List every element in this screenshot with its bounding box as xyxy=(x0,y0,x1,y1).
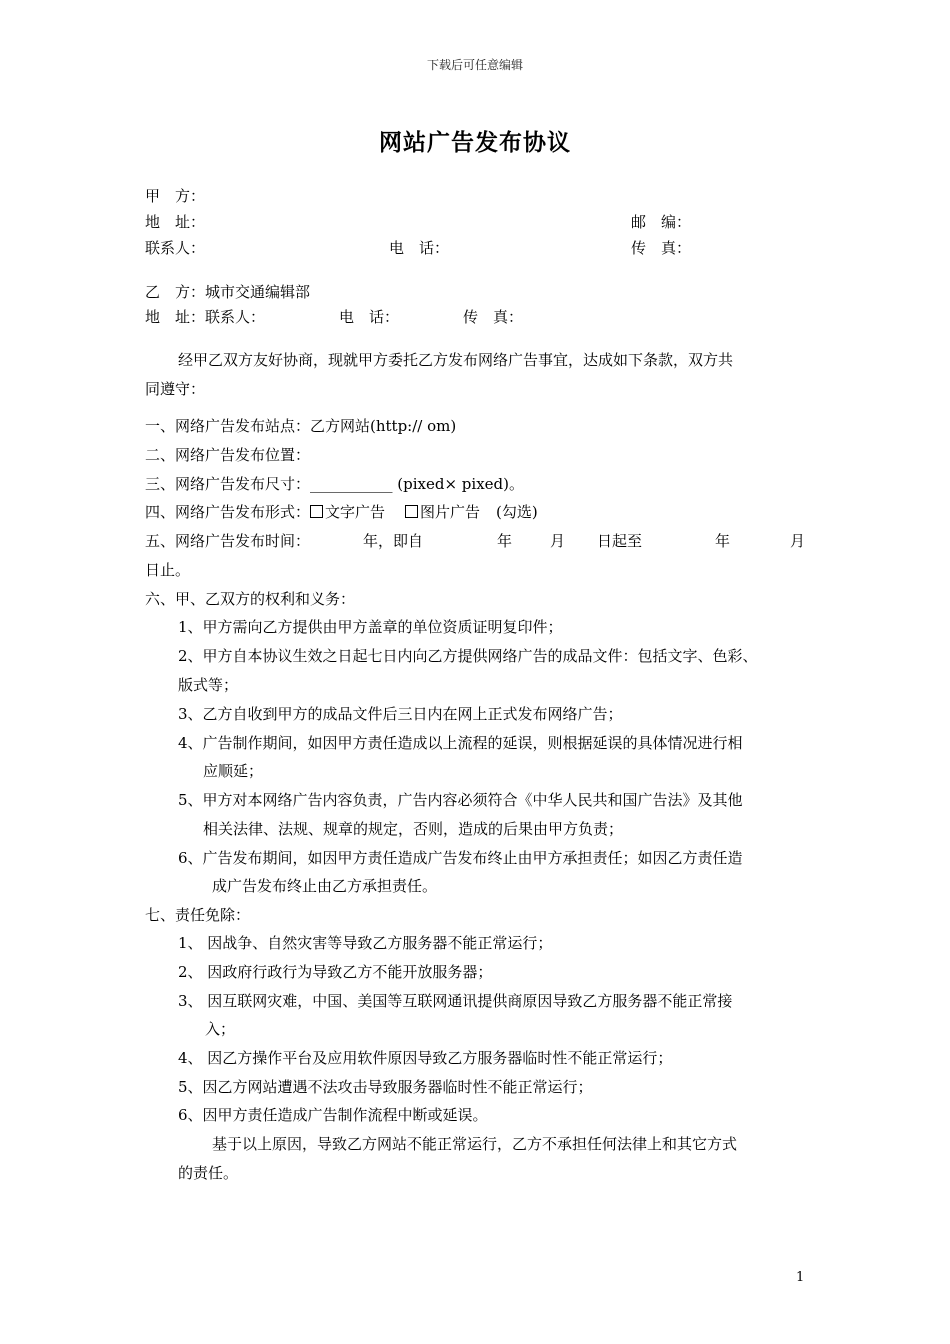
clause-5-label: 五、网络广告发布时间： xyxy=(145,532,311,550)
clause-5-year: 年，即自 xyxy=(363,532,424,550)
page-number: 1 xyxy=(796,1270,805,1285)
intro-line-1: 经甲乙双方友好协商，现就甲方委托乙方发布网络广告事宜，达成如下条款，双方共 xyxy=(178,351,734,369)
clause-4-prefix: 四、网络广告发布形式： xyxy=(145,503,311,521)
section-6-item-6-cont: 成广告发布终止由乙方承担责任。 xyxy=(212,877,438,895)
section-6-item-4-cont: 应顺延； xyxy=(203,762,264,780)
section-7-summary: 基于以上原因，导致乙方网站不能正常运行，乙方不承担任何法律上和其它方式 xyxy=(212,1135,738,1153)
section-7-item-6: 6、因甲方责任造成广告制作流程中断或延误。 xyxy=(178,1106,488,1124)
clause-3: 三、网络广告发布尺寸：___________ (pixed× pixed)。 xyxy=(145,475,524,493)
clause-5-year-2: 年 xyxy=(497,532,513,550)
section-6-item-2-cont: 版式等； xyxy=(178,676,239,694)
party-a-contact: 联系人： xyxy=(145,239,206,257)
clause-2: 二、网络广告发布位置： xyxy=(145,446,311,464)
section-6-item-1: 1、甲方需向乙方提供由甲方盖章的单位资质证明复印件； xyxy=(178,618,563,636)
clause-5-year-3: 年 xyxy=(715,532,731,550)
section-7-item-2: 2、 因政府行政行为导致乙方不能开放服务器； xyxy=(178,963,493,981)
party-b-label: 乙 方：城市交通编辑部 xyxy=(145,283,311,301)
party-a-address: 地 址： xyxy=(145,213,206,231)
clause-5-month-2: 月 xyxy=(790,532,806,550)
section-7-summary-cont: 的责任。 xyxy=(178,1164,239,1182)
clause-1: 一、网络广告发布站点：乙方网站(http:// om) xyxy=(145,417,457,435)
header-note: 下载后可任意编辑 xyxy=(426,58,523,72)
clause-5-end: 日止。 xyxy=(145,561,191,579)
section-6-item-5-cont: 相关法律、法规、规章的规定，否则，造成的后果由甲方负责； xyxy=(203,820,624,838)
clause-5-month-1: 月 xyxy=(550,532,566,550)
section-7-item-3-cont: 入； xyxy=(205,1020,236,1038)
section-7-item-1: 1、 因战争、自然灾害等导致乙方服务器不能正常运行； xyxy=(178,934,553,952)
section-6-item-2: 2、甲方自本协议生效之日起七日内向乙方提供网络广告的成品文件：包括文字、色彩、 xyxy=(178,647,758,665)
clause-5-from: 日起至 xyxy=(597,532,643,550)
party-b-fax: 传 真： xyxy=(463,308,524,326)
party-a-label: 甲 方： xyxy=(145,187,206,205)
checkbox-image-ad[interactable] xyxy=(405,505,418,518)
party-a-phone: 电 话： xyxy=(389,239,450,257)
option-text-ad: 文字广告 xyxy=(325,503,386,521)
section-6-item-4: 4、广告制作期间，如因甲方责任造成以上流程的延误，则根据延误的具体情况进行相 xyxy=(178,734,743,752)
section-7-item-5: 5、因乙方网站遭遇不法攻击导致服务器临时性不能正常运行； xyxy=(178,1078,593,1096)
document-title: 网站广告发布协议 xyxy=(379,129,571,156)
party-a-postcode: 邮 编： xyxy=(631,213,692,231)
section-6-item-5: 5、甲方对本网络广告内容负责，广告内容必须符合《中华人民共和国广告法》及其他 xyxy=(178,791,743,809)
section-6-heading: 六、甲、乙双方的权利和义务： xyxy=(145,590,356,608)
section-7-item-4: 4、 因乙方操作平台及应用软件原因导致乙方服务器临时性不能正常运行； xyxy=(178,1049,673,1067)
party-a-fax: 传 真： xyxy=(631,239,692,257)
checkbox-text-ad[interactable] xyxy=(310,505,323,518)
intro-line-2: 同遵守： xyxy=(145,380,206,398)
party-b-address-contact: 地 址：联系人： xyxy=(145,308,266,326)
clause-4 xyxy=(145,502,538,522)
section-6-item-6: 6、广告发布期间，如因甲方责任造成广告发布终止由甲方承担责任；如因乙方责任造 xyxy=(178,849,743,867)
checkbox-note: (勾选) xyxy=(496,503,538,521)
option-image-ad: 图片广告 xyxy=(420,503,481,521)
section-6-item-3: 3、乙方自收到甲方的成品文件后三日内在网上正式发布网络广告； xyxy=(178,705,623,723)
section-7-item-3: 3、 因互联网灾难，中国、美国等互联网通讯提供商原因导致乙方服务器不能正常接 xyxy=(178,992,733,1010)
party-b-phone: 电 话： xyxy=(339,308,400,326)
section-7-heading: 七、责任免除： xyxy=(145,906,251,924)
